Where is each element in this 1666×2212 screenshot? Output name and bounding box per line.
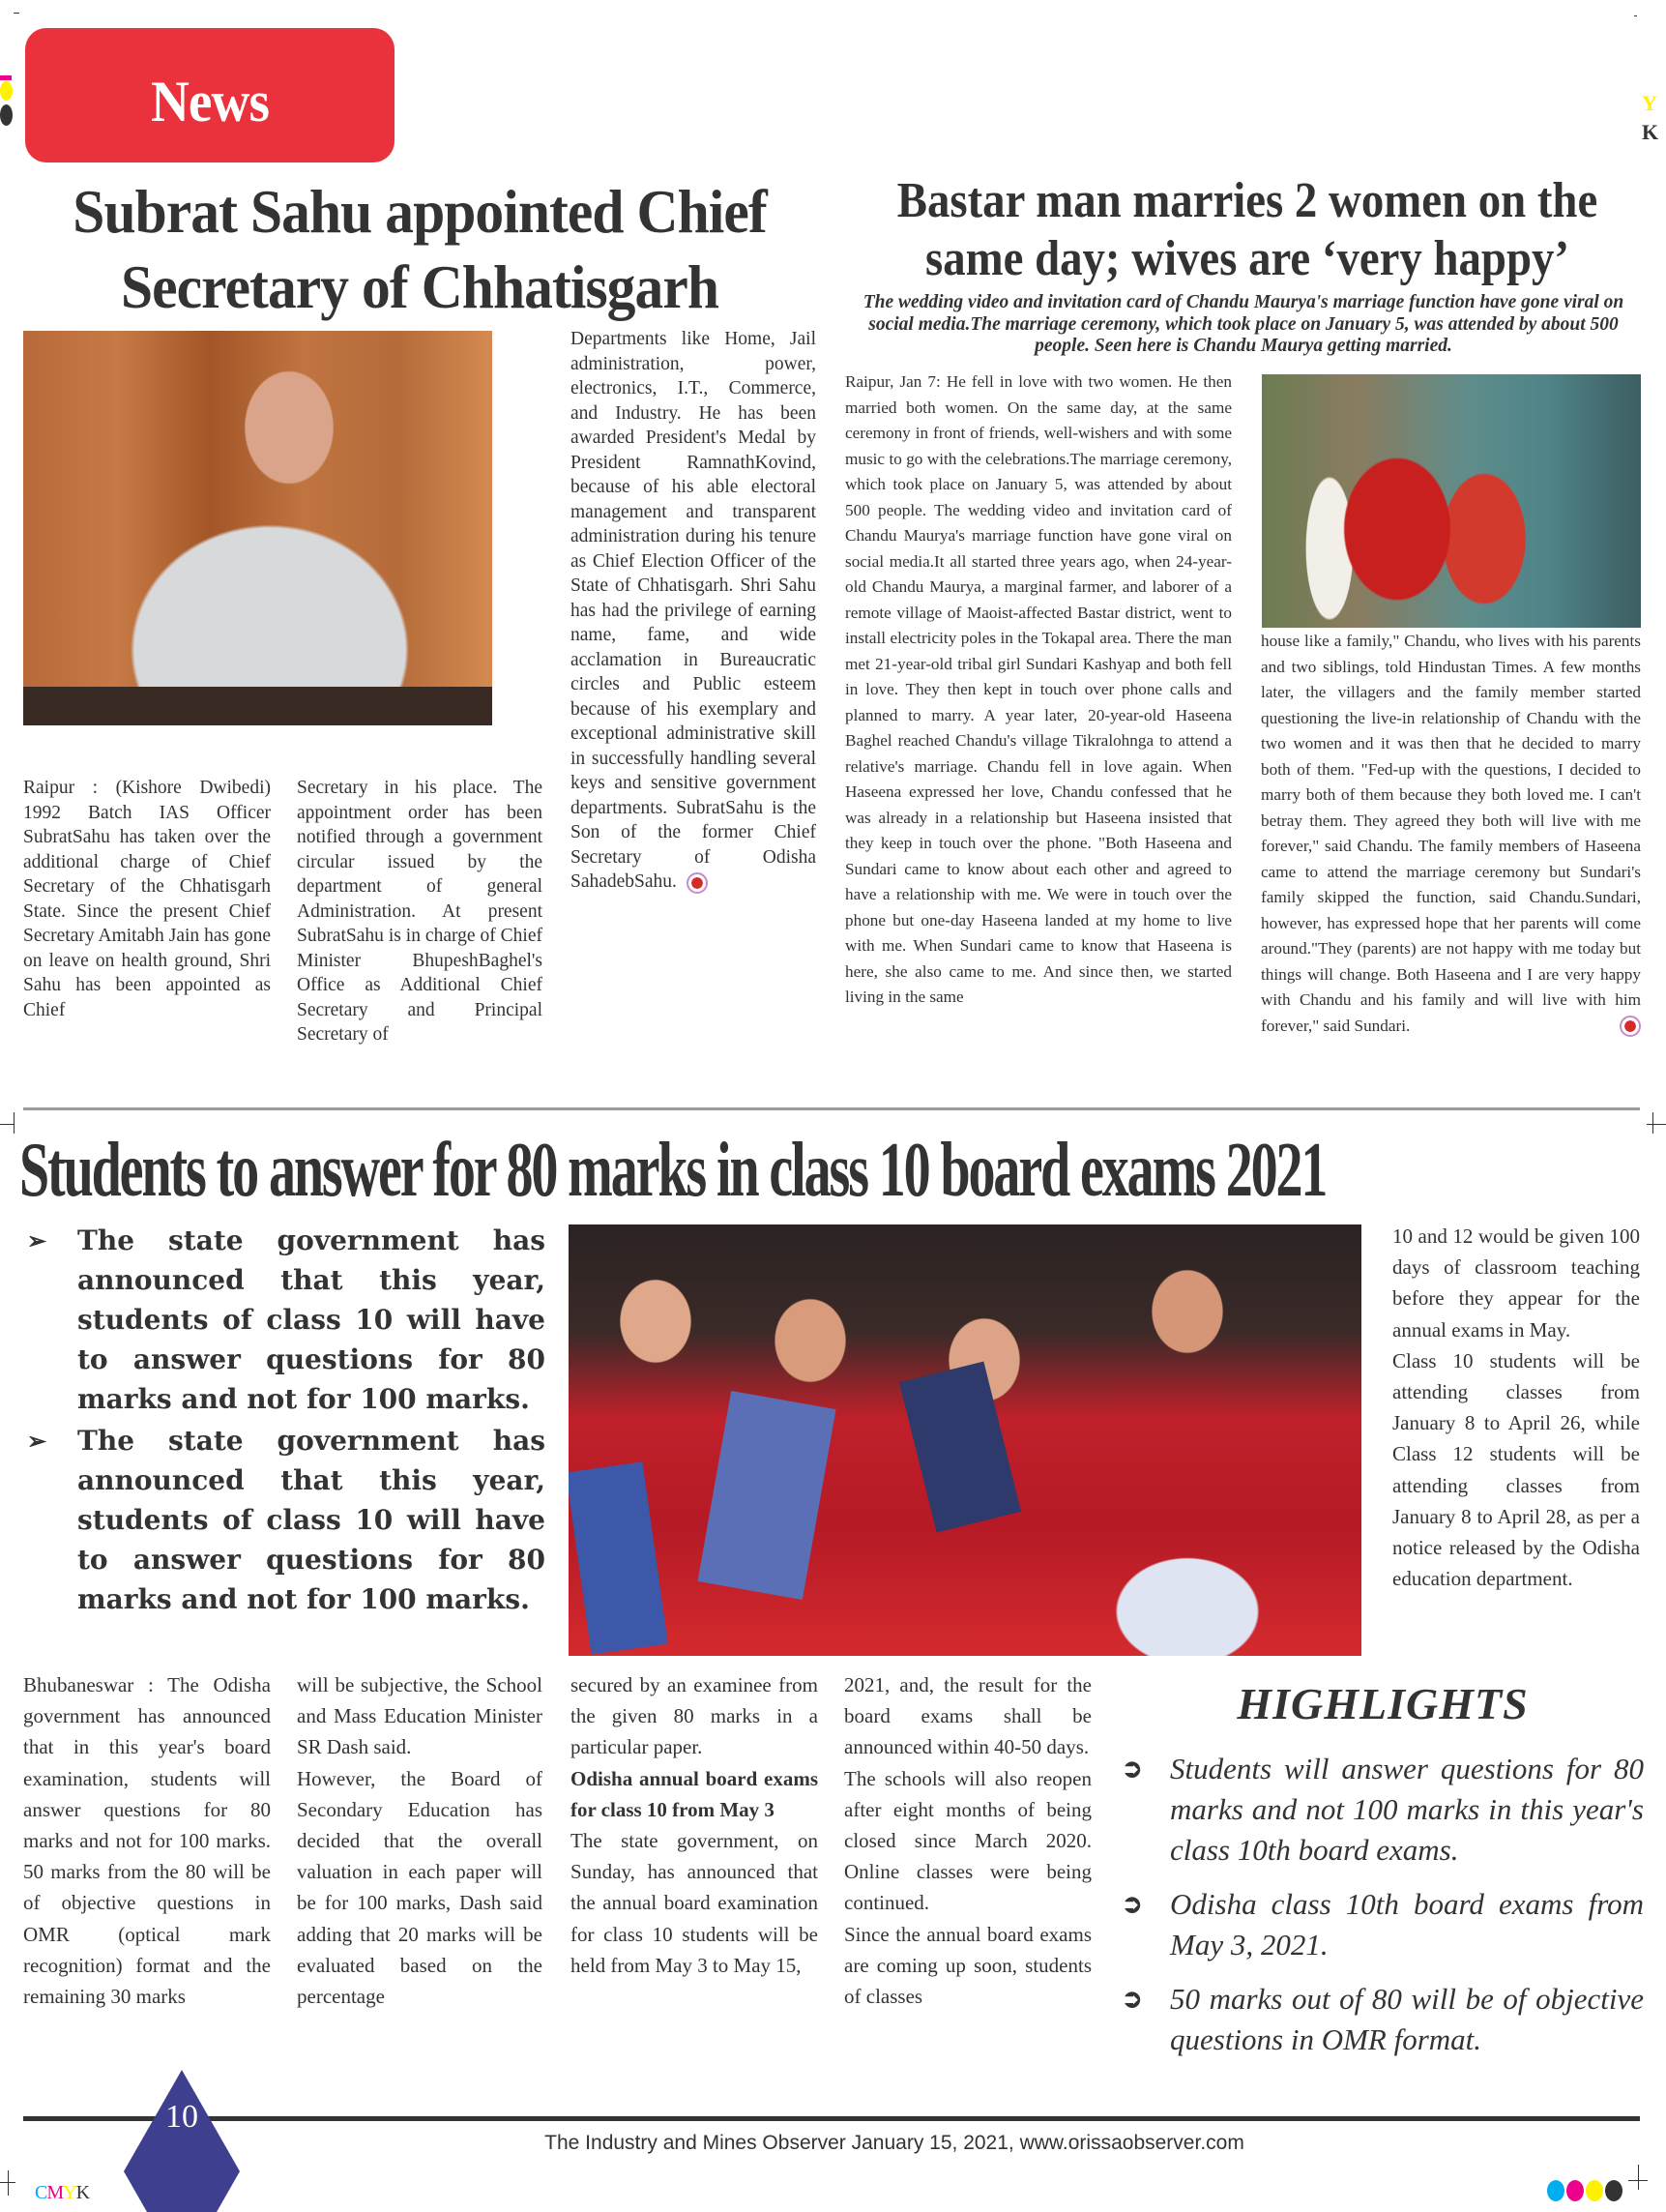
page-number: 10 xyxy=(165,2099,198,2135)
article2-column-1 xyxy=(845,369,1232,1011)
highlight-item xyxy=(1122,1749,1644,1871)
section-tab-news xyxy=(25,28,395,162)
article1-column-2 xyxy=(297,776,542,1047)
article3-col4-para: 2021, and, the result for the board exams shall be announced within 40-50 days. xyxy=(844,1673,1092,1759)
registration-dash xyxy=(14,13,19,14)
registration-dot-yellow xyxy=(0,81,13,101)
footer-rule xyxy=(23,2116,1640,2121)
article2-column-2 xyxy=(1261,629,1641,1039)
article3-column-2 xyxy=(297,1669,542,2012)
article3-col4-para: Since the annual board exams are coming up soon, students of classes xyxy=(844,1922,1092,2009)
right-col-para: 10 and 12 would be given 100 days of classroom teaching before they appear for the annual exams in May. xyxy=(1392,1224,1640,1342)
article3-col3-para: secured by an examinee from the given 80 marks in a particular paper. xyxy=(570,1673,818,1759)
highlights-title: HIGHLIGHTS xyxy=(1237,1679,1529,1728)
end-of-story-icon xyxy=(687,872,708,894)
article3-column-4 xyxy=(844,1669,1092,2012)
registration-dot-magenta xyxy=(1566,2180,1584,2201)
article2-deck: The wedding video and invitation card of Chandu Maurya's marriage function have gone viral on social media.The marriage ceremony, which took place on January 5, was attended by about 500 people. Seen here is Chandu Maurya getting married. xyxy=(862,292,1624,356)
article2-photo xyxy=(1262,374,1641,628)
article3-photo xyxy=(569,1224,1361,1656)
registration-letter-k: K xyxy=(1642,120,1659,144)
registration-dot-black xyxy=(0,104,13,126)
section-divider xyxy=(23,1107,1640,1110)
page-number-badge xyxy=(124,2070,240,2212)
photo-desk xyxy=(23,687,492,725)
highlight-text: Students will answer questions for 80 marks and not 100 marks in this year's class 10th board exams. xyxy=(1170,1752,1644,1867)
crop-mark xyxy=(1652,1112,1653,1134)
photo-detail xyxy=(569,1461,668,1654)
article3-col2-para: However, the Board of Secondary Education has decided that the overall valuation in each paper will be for 100 marks, Dash said adding that 20 marks will be evaluated based on the percentage xyxy=(297,1766,542,2009)
diamond-shape-icon xyxy=(124,2070,240,2212)
highlights-list xyxy=(1122,1749,1644,2074)
key-point-item xyxy=(23,1421,545,1619)
crop-mark xyxy=(1638,2165,1639,2190)
crop-mark xyxy=(1647,1124,1666,1125)
highlight-text: 50 marks out of 80 will be of objective questions in OMR format. xyxy=(1170,1982,1644,2056)
right-arrow-bullet-icon: ➲ xyxy=(1122,1890,1143,1918)
key-point-text: The state government has announced that this year, students of class 10 will have to answer questions for 80 marks and not for 100 marks. xyxy=(77,1425,545,1615)
article3-column-3 xyxy=(570,1669,818,1981)
crop-mark xyxy=(0,1124,14,1125)
cmyk-label: CMYK xyxy=(35,2182,90,2203)
end-of-story-icon xyxy=(1620,1016,1641,1037)
article3-key-points xyxy=(23,1221,545,1621)
key-point-text: The state government has announced that this year, students of class 10 will have to answer questions for 80 marks and not for 100 marks. xyxy=(77,1224,545,1415)
article2-headline: Bastar man marries 2 women on the same day; wives are ‘very happy’ xyxy=(896,173,1598,286)
article1-col3-text: Departments like Home, Jail administration, power, electronics, I.T., Commerce, and Industry. He has been awarded President's Medal by President RamnathKovind, because of his able electoral management and transparent administration during his tenure as Chief Election Officer of the State of Chhatisgarh. Shri Sahu has had the privilege of earning name, fame, and wide acclamation in Bureaucratic circles and Public esteem because of his exemplary and exceptional administrative skill in successfully handling several keys and sensitive government departments. SubratSahu is the Son of the former Chief Secretary of Odisha SahadebSahu. xyxy=(570,329,816,892)
article1-col1-text: Raipur : (Kishore Dwibedi) 1992 Batch IAS Officer SubratSahu has taken over the additional charge of Chief Secretary of the Chhatisgarh State. Since the present Chief Secretary Amitabh Jain has gone on leave on health ground, Shri Sahu has been appointed as Chief xyxy=(23,778,271,1020)
registration-dot-magenta xyxy=(0,75,12,80)
key-point-item xyxy=(23,1221,545,1419)
registration-dot-yellow xyxy=(1586,2180,1603,2201)
highlight-text: Odisha class 10th board exams from May 3, 2021. xyxy=(1170,1887,1644,1961)
highlight-item xyxy=(1122,1979,1644,2060)
article1-photo xyxy=(23,331,492,725)
article1-headline: Subrat Sahu appointed Chief Secretary of Chhatisgarh xyxy=(73,177,767,321)
article3-col4-para: The schools will also reopen after eight months of being closed since March 2020. Online classes were being continued. xyxy=(844,1766,1092,1915)
article3-col1-text: Bhubaneswar : The Odisha government has announced that in this year's board examination, students will answer questions for 80 marks and not for 100 marks. 50 marks from the 80 will be of objective questions in OMR (optical mark recognition) format and the remaining 30 marks xyxy=(23,1673,271,2009)
article3-subheading: Odisha annual board exams for class 10 from May 3 xyxy=(570,1766,818,1821)
article3-headline: Students to answer for 80 marks in class 10 board exams 2021 xyxy=(19,1128,1327,1213)
article2-col2-text: house like a family," Chandu, who lives with his parents and two siblings, told Hindustan Times. A few months later, the villagers and the family member started questioning the live-in relationship of Chandu with the two women and it was then that he decided to marry both of them. "Fed-up with the questions, I decided to marry both of them because they both loved me. I can't betray them. They agreed they both will live with me forever," said Chandu. The family members of Haseena came to attend the marriage ceremony but Sundari's family skipped the function, said Chandu.Sundari, however, has expressed hope that her parents will come around."They (parents) are not happy with me today but things will change. Both Haseena and I are very happy with Chandu and his family and will live with him forever," said Sundari. xyxy=(1261,632,1641,1035)
photo-detail xyxy=(899,1361,1021,1532)
right-arrow-bullet-icon: ➲ xyxy=(1122,1755,1143,1783)
photo-detail xyxy=(697,1391,835,1600)
highlight-item xyxy=(1122,1884,1644,1965)
arrowhead-bullet-icon: ➢ xyxy=(27,1226,47,1254)
registration-dot-black xyxy=(1605,2180,1622,2201)
article1-col2-text: Secretary in his place. The appointment order has been notified through a government circular issued by the department of general Administration. At present SubratSahu is in charge of Chief Minister BhupeshBaghel's Office as Additional Chief Secretary and Principal Secretary of xyxy=(297,778,542,1045)
article1-column-3 xyxy=(570,327,816,895)
article2-col1-text: Raipur, Jan 7: He fell in love with two women. He then married both women. On the same day, at the same ceremony in front of friends, well-wishers and with some music to go with the celebrations.The marriage ceremony, which took place on January 5, was attended by about 500 people. The wedding video and invitation card of Chandu Maurya's marriage function have gone viral on social media.It all started three years ago, when 24-year-old Chandu Maurya, a marginal farmer, and laborer of a remote village of Maoist-affected Bastar district, went to install electricity poles in the Tokapal area. There the man met 21-year-old tribal girl Sundari Kashyap and both fell in love. They then kept in touch over phone calls and planned to marry. A year later, 20-year-old Haseena Baghel reached Chandu's village Tikralohnga to attend a relative's marriage. Chandu fell in love again. When Haseena expressed her love, Chandu confessed that he was already in a relationship but Haseena insisted that they keep in touch over the phone. "Both Haseena and Sundari came to know about each other and agreed to have a relationship with me. We were in touch over the phone but one-day Haseena landed at my home to live with me. When Sundari came to know that Haseena is here, she also came to me. And since then, we started living in the same xyxy=(845,372,1232,1006)
registration-dot-cyan xyxy=(1547,2180,1564,2201)
right-arrow-bullet-icon: ➲ xyxy=(1122,1985,1143,2013)
registration-letter-y: Y xyxy=(1642,91,1657,115)
arrowhead-bullet-icon: ➢ xyxy=(27,1427,47,1455)
right-col-para: Class 10 students will be attending classes from January 8 to April 26, while Class 12 students will be attending classes from January 8 to April 28, as per a notice released by the Odisha education department. xyxy=(1392,1348,1640,1591)
article1-column-1 xyxy=(23,776,271,1022)
crop-mark xyxy=(14,1112,15,1134)
crop-mark xyxy=(8,2170,9,2196)
footer-publication-line: The Industry and Mines Observer January 15, 2021, www.orissaobserver.com xyxy=(544,2132,1244,2154)
article3-right-column xyxy=(1392,1221,1640,1594)
article3-col2-para: will be subjective, the School and Mass Education Minister SR Dash said. xyxy=(297,1673,542,1759)
registration-dash xyxy=(1634,15,1637,16)
article3-col3-para: The state government, on Sunday, has announced that the annual board examination for class 10 students will be held from May 3 to May 15, xyxy=(570,1829,818,1977)
article3-column-1 xyxy=(23,1669,271,2012)
section-tab-label: News xyxy=(150,70,270,133)
